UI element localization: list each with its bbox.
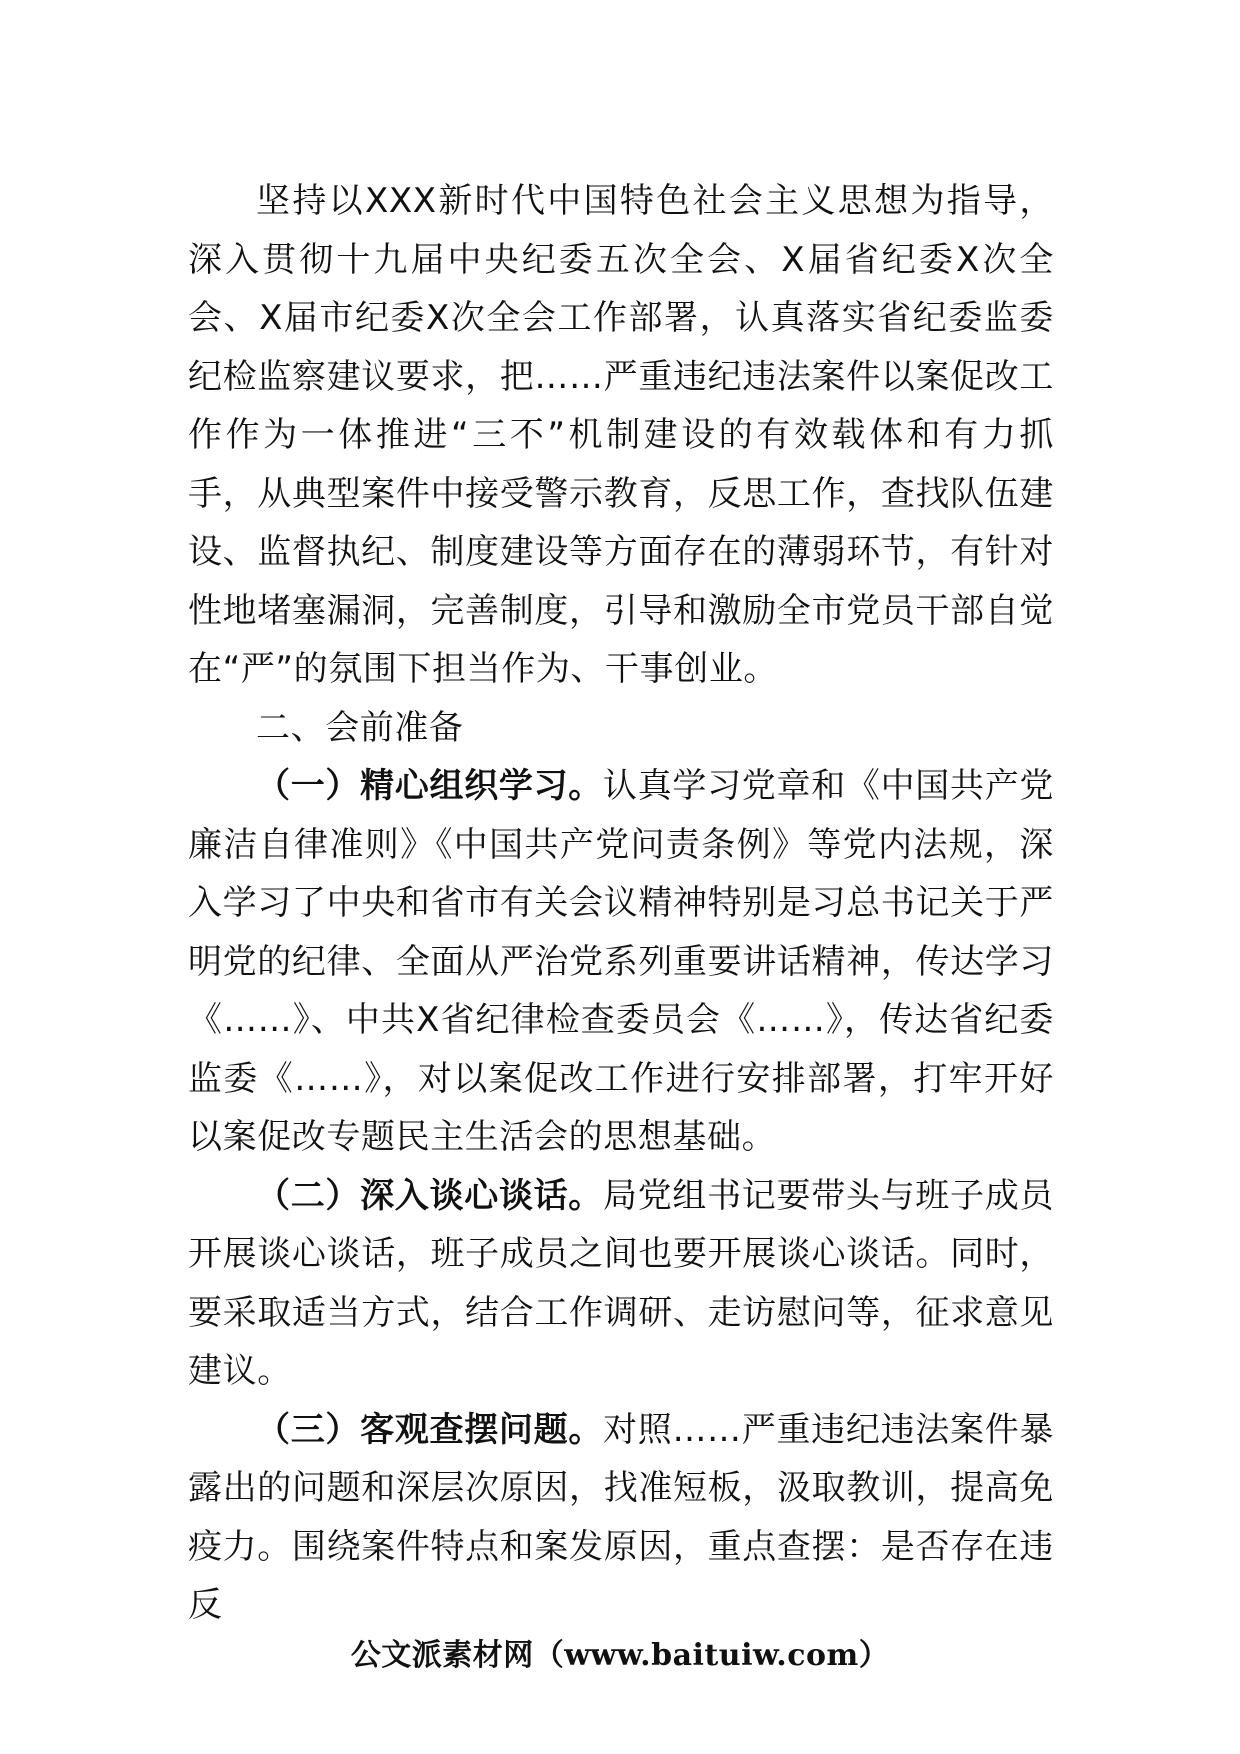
paragraph-text: 对照……严重违纪违法案件暴露出的问题和深层次原因，找准短板，汲取教训，提高免疫力。围绕案件特点和案发原因，重点查摆：是否存在违反 xyxy=(188,1409,1054,1625)
paragraph-text: 认真学习党章和《中国共产党廉洁自律准则》《中国共产党问责条例》等党内法规，深入学习了中央和省市有关会议精神特别是习总书记关于严明党的纪律、全面从严治党系列重要讲话精神，传达学习《……》、中共X省纪律检查委员会《……》，传达省纪委监委《……》，对以案促改工作进行安排部署，打牢开好以案促改专题民主生活会的思想基础。 xyxy=(188,766,1054,1157)
paragraph-organize-study xyxy=(188,757,1054,1167)
document-body xyxy=(188,172,1054,1635)
paragraph-text: 坚持以XXX新时代中国特色社会主义思想为指导，深入贯彻十九届中央纪委五次全会、X届省纪委X次全会、X届市纪委X次全会工作部署，认真落实省纪委监委纪检监察建议要求，把……严重违纪违法案件以案促改工作作为一体推进“三不”机制建设的有效载体和有力抓手，从典型案件中接受警示教育，反思工作，查找队伍建设、监督执纪、制度建设等方面存在的薄弱环节，有针对性地堵塞漏洞，完善制度，引导和激励全市党员干部自觉在“严”的氛围下担当作为、干事创业。 xyxy=(188,181,1054,689)
subheading-heart-to-heart-talk: （二）深入谈心谈话。 xyxy=(256,1175,603,1216)
subheading-check-problems: （三）客观查摆问题。 xyxy=(256,1409,604,1450)
paragraph-text: 局党组书记要带头与班子成员开展谈心谈话，班子成员之间也要开展谈心谈话。同时，要采取适当方式，结合工作调研、走访慰问等，征求意见建议。 xyxy=(188,1175,1054,1391)
section-heading-text: 二、会前准备 xyxy=(256,707,464,748)
paragraph-guiding-principle xyxy=(188,172,1054,699)
paragraph-check-problems xyxy=(188,1401,1054,1635)
section-heading-preparation xyxy=(188,699,1054,758)
paragraph-heart-to-heart-talk xyxy=(188,1167,1054,1401)
footer-watermark: 公文派素材网（www.baituiw.com） xyxy=(350,1638,890,1673)
subheading-organize-study: （一）精心组织学习。 xyxy=(256,766,603,806)
